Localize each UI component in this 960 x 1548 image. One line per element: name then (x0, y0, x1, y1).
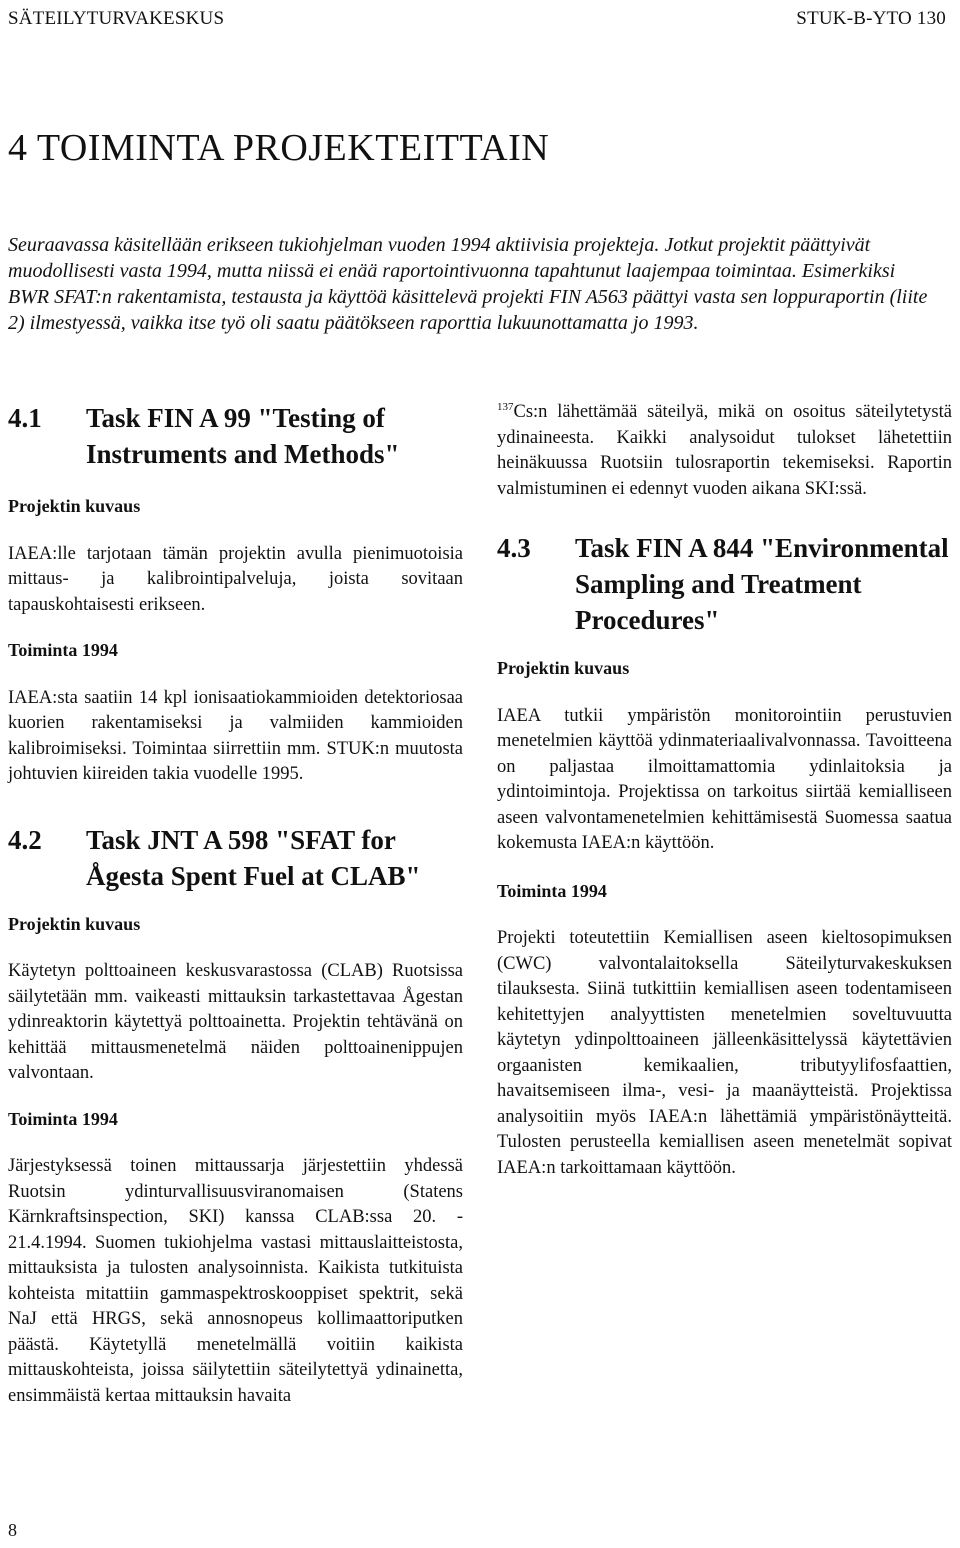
section-4-3-heading (497, 530, 952, 638)
section-title: Task FIN A 99 "Testing of Instruments and Methods" (86, 403, 400, 469)
continued-text: Cs:n lähettämää säteilyä, mikä on osoitus säteilytetystä ydinaineesta. Kaikki analysoidut tulokset lähetettiin heinäkuussa Ruotsiin tulosraportin tekemiseksi. Raportin valmistuminen ei edennyt vuoden aikana SKI:ssä. (497, 402, 952, 499)
section-number: 4.1 (8, 403, 42, 433)
subheading-activity-1994: Toiminta 1994 (8, 1108, 118, 1129)
intro-text: Seuraavassa käsitellään erikseen tukiohjelman vuoden 1994 aktiivisia projekteja. Jotkut projektit päättyivät muodollisesti vasta 1994, mutta niissä ei enää raportointivuonna tapahtunut laajempaa toimintaa. Esimerkiksi BWR SFAT:n rakentamista, testausta ja käyttöä käsittelevä projekti FIN A563 päättyi vasta sen loppuraportin (liite 2) ilmestyessä, vaikka itse työ oli saatu päätökseen raporttia lukuunottamatta jo 1993. (8, 234, 928, 334)
section-4-2-heading (8, 822, 463, 894)
section-4-2-activity: Järjestyksessä toinen mittaussarja järjestettiin yhdessä Ruotsin ydinturvallisuusviranomaisen (Statens Kärnkraftsinspection, SKI) kanssa CLAB:ssa 20. - 21.4.1994. Suomen tukiohjelma vastasi mittauslaitteistosta, mittauksista ja tulosten analysoinnista. Kaikista tutkituista kohteista mitattiin gammaspektroskooppiset spektrit, sekä NaJ että HRGS, sekä annosnopeus kollimaattoriputken päästä. Käytetyllä menetelmällä voitiin kaikista mittauskohteista, joissa säilytettiin säteilytettyä ydinainetta, ensimmäistä kertaa mittauksin havaita (8, 1156, 463, 1406)
running-header-organization: SÄTEILYTURVAKESKUS (8, 8, 225, 29)
section-title: Task JNT A 598 "SFAT for Ågesta Spent Fuel at CLAB" (86, 824, 421, 891)
subheading-project-description: Projektin kuvaus (497, 658, 630, 678)
section-4-2-activity-continued (497, 400, 952, 502)
section-4-2-description: Käytetyn polttoaineen keskusvarastossa (CLAB) Ruotsissa säilytetään mm. vaikeasti mittauksin tarkastettavaa Ågestan ydinreaktorin käytettyä polttoainetta. Projektin tehtävänä on kehittää mittausmenetelmä näiden polttoainenippujen valvontaan. (8, 961, 463, 1083)
section-number: 4.3 (497, 533, 531, 563)
running-header-report-code: STUK-B-YTO 130 (796, 8, 946, 29)
intro-paragraph (8, 232, 938, 336)
subheading-project-description: Projektin kuvaus (8, 913, 141, 934)
section-4-3-activity: Projekti toteutettiin Kemiallisen aseen kieltosopimuksen (CWC) valvontalaitoksella Säteilyturvakeskuksen tilauksesta. Siinä tutkittiin kemiallisen aseen todentamiseen kehitettyjen analyyttisten menetelmien soveltuvuutta käytetyn ydinpolttoaineen jälleenkäsittelyssä käytettävien orgaanisten kemikaalien, tributyylifosfaattien, havaitsemiseen ilma-, vesi- ja maanäytteistä. Projektissa analysoitiin myös IAEA:n lähettämiä ympäristönäytteitä. Tulosten perusteella kemiallisen aseen menetelmät sopivat IAEA:n tarkoittamaan käyttöön. (497, 928, 952, 1178)
section-4-1-description: IAEA:lle tarjotaan tämän projektin avulla pienimuotoisia mittaus- ja kalibrointipalveluja, joista sovitaan tapauskohtaisesti erikseen. (8, 543, 463, 615)
page-number: 8 (8, 1520, 17, 1540)
chapter-title: 4 TOIMINTA PROJEKTEITTAIN (8, 127, 550, 169)
section-4-1-activity: IAEA:sta saatiin 14 kpl ionisaatiokammioiden detektoriosaa kuorien rakentamiseksi ja valmiiden kammioiden kalibroimiseksi. Toimintaa siirrettiin mm. STUK:n muutosta johtuvien kiireiden takia vuodelle 1995. (8, 687, 463, 784)
subheading-activity-1994: Toiminta 1994 (497, 880, 607, 901)
subheading-activity-1994: Toiminta 1994 (8, 640, 118, 660)
section-4-3-description: IAEA tutkii ympäristön monitorointiin perustuvien menetelmien käyttöä ydinmateriaalivalvonnassa. Tavoitteena on paljastaa ilmoittamattomia ydinlaitoksia ja ydintoimintoja. Projektissa on tarkoitus siirtää kemialliseen aseen valvontamenetelmien kehittämisestä Suomessa saatua kokemusta IAEA:n käyttöön. (497, 705, 952, 853)
isotope-mass-number: 137 (497, 400, 514, 413)
right-column (497, 400, 952, 1181)
left-column (8, 400, 463, 1409)
section-title: Task FIN A 844 "Environmental Sampling and Treatment Procedures" (575, 533, 949, 635)
subheading-project-description: Projektin kuvaus (8, 496, 141, 516)
section-4-1-heading (8, 400, 463, 472)
section-number: 4.2 (8, 824, 42, 855)
